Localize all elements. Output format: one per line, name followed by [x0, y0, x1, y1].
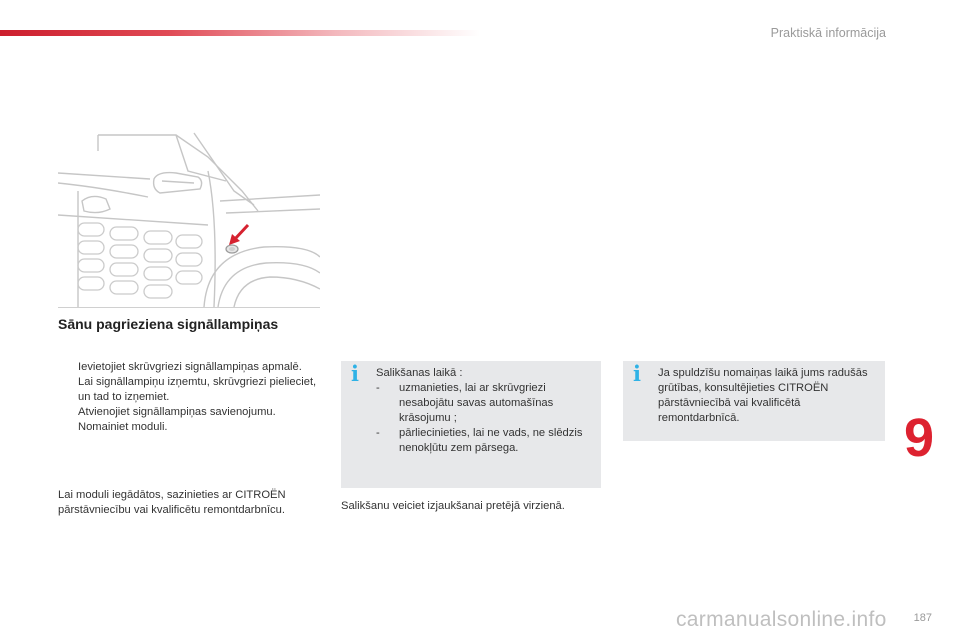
info-box-text: Ja spuldzīšu nomaiņas laikā jums radušās grūtības, konsultējieties CITROËN pārstāvniecībā vai kvalificētā remontdarbnīcā.	[658, 367, 868, 424]
info-icon: i	[351, 361, 359, 386]
watermark: carmanualsonline.info	[676, 608, 887, 631]
side-indicator-lamp	[226, 245, 238, 253]
page-number: 187	[913, 612, 932, 624]
info-box-item: - pārliecinieties, lai ne vads, ne slēdzis nenokļūtu zem pārsega.	[376, 427, 583, 454]
purchase-note: Lai moduli iegādātos, sazinieties ar CITROËN pārstāvniecību vai kvalificētu remontdarbnīcu.	[58, 489, 286, 516]
header-accent-bar	[0, 30, 480, 36]
info-box-difficulty	[623, 361, 885, 441]
car-side-indicator-illustration	[58, 131, 320, 308]
info-icon: i	[633, 361, 641, 386]
steps-list	[58, 360, 320, 435]
info-box-item: - uzmanieties, lai ar skrūvgriezi nesabojātu savas automašīnas krāsojumu ;	[376, 382, 554, 424]
reassembly-instruction: Salikšanu veiciet izjaukšanai pretējā virzienā.	[341, 500, 565, 512]
step-item: Nomainiet moduli.	[78, 421, 168, 433]
page-header-title: Praktiskā informācija	[770, 26, 886, 40]
chapter-number: 9	[904, 408, 935, 468]
section-title: Sānu pagrieziena signāllampiņas	[58, 316, 279, 332]
step-item: Lai signāllampiņu izņemtu, skrūvgriezi pielieciet, un tad to izņemiet.	[78, 376, 317, 403]
step-item: Atvienojiet signāllampiņas savienojumu.	[78, 406, 276, 418]
step-item: Ievietojiet skrūvgriezi signāllampiņas apmalē.	[78, 361, 302, 373]
info-box-reassembly	[341, 361, 601, 488]
red-arrow-icon	[229, 225, 248, 245]
info-box-intro: Salikšanas laikā :	[376, 367, 463, 379]
